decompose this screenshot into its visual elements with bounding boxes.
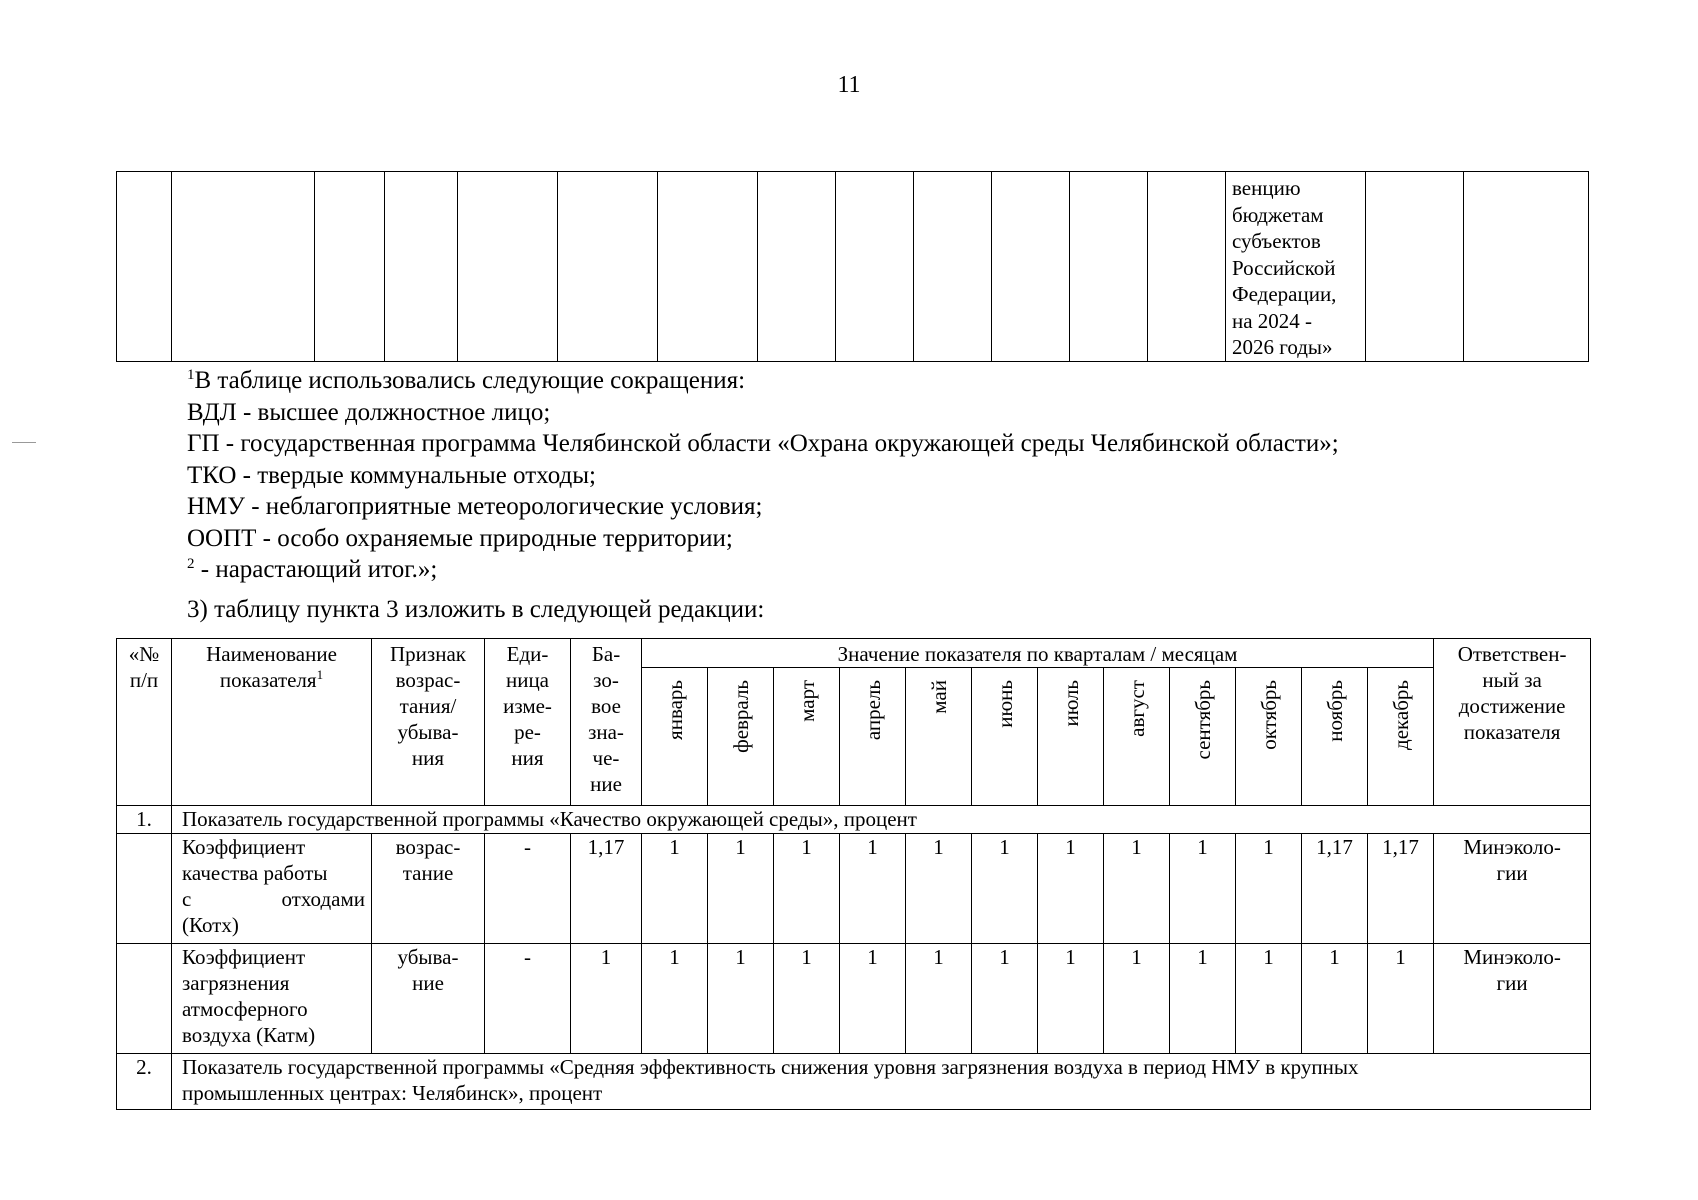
indicator-sign [372, 834, 485, 944]
month-label: август [1124, 680, 1149, 737]
name-line: Коэффициент [182, 945, 306, 969]
header-line: «№ [128, 642, 160, 666]
month-label: сентябрь [1190, 680, 1215, 760]
instruction-text: 3) таблицу пункта 3 изложить в следующей редакции: [187, 596, 765, 623]
table-row [117, 944, 1591, 1054]
month-value: 1 [774, 944, 840, 1054]
month-value: 1,17 [1302, 834, 1368, 944]
header-line: Ба- [591, 642, 621, 666]
empty-cell [558, 172, 658, 362]
header-name [172, 639, 372, 806]
month-value: 1 [906, 834, 972, 944]
empty-cell [117, 172, 172, 362]
tail-line: бюджетам [1232, 202, 1324, 227]
abbreviation-item: ГП - государственная программа Челябинской области «Охрана окружающей среды Челябинской области»; [187, 430, 1339, 457]
header-unit [485, 639, 571, 806]
table-row [117, 834, 1591, 944]
header-month [1104, 668, 1170, 806]
responsible-body [1434, 944, 1591, 1054]
empty-cell [172, 172, 315, 362]
row-number-cell [117, 834, 172, 944]
header-month [1038, 668, 1104, 806]
section-row [117, 1054, 1591, 1110]
sign-line: ние [412, 971, 444, 995]
month-value: 1 [642, 944, 708, 1054]
month-label: декабрь [1388, 680, 1413, 750]
sign-line: тание [402, 861, 454, 885]
month-label: июль [1058, 680, 1083, 727]
header-month [642, 668, 708, 806]
header-line: достижение [1458, 694, 1566, 718]
header-num [117, 639, 172, 806]
section-title [172, 1054, 1591, 1110]
header-month [1302, 668, 1368, 806]
header-month [906, 668, 972, 806]
footnote-mark: 2 [187, 556, 195, 572]
header-line: зо- [593, 668, 619, 692]
month-value: 1 [840, 834, 906, 944]
responsible-line: Минэколо- [1463, 945, 1561, 969]
header-responsible [1434, 639, 1591, 806]
month-value: 1 [1038, 944, 1104, 1054]
header-line: возрас- [395, 668, 461, 692]
month-value: 1 [1038, 834, 1104, 944]
month-label: январь [662, 680, 687, 740]
header-line: показателя [1463, 720, 1561, 744]
header-line: Наименование [206, 642, 337, 666]
empty-cell [992, 172, 1070, 362]
month-label: апрель [860, 680, 885, 741]
tail-line: венцию [1232, 176, 1301, 200]
header-line: изме- [503, 694, 552, 718]
header-month [972, 668, 1038, 806]
month-value: 1 [1170, 944, 1236, 1054]
empty-cell [385, 172, 458, 362]
tail-line: на 2024 - [1232, 308, 1313, 333]
header-line: Ответствен- [1457, 642, 1567, 666]
header-values-group: Значение показателя по кварталам / месяцам [642, 639, 1434, 668]
indicator-sign [372, 944, 485, 1054]
tail-line: Российской [1232, 255, 1336, 280]
name-line: (Котх) [182, 913, 239, 937]
abbreviation-item: ООПТ - особо охраняемые природные территории; [187, 524, 733, 552]
tail-line: 2026 годы» [1232, 335, 1333, 359]
month-label: март [794, 680, 819, 722]
sign-line: убыва- [397, 945, 459, 969]
header-month [1236, 668, 1302, 806]
header-line: тания/ [399, 694, 457, 718]
section-number: 2. [117, 1054, 172, 1110]
footnote-mark: 1 [187, 367, 195, 383]
footnote-intro: В таблице использовались следующие сокращения: [194, 367, 746, 394]
footnotes [187, 365, 1339, 586]
empty-cell [758, 172, 836, 362]
indicator-unit: - [485, 944, 571, 1054]
sign-line: возрас- [395, 835, 461, 859]
month-label: май [926, 680, 951, 714]
continued-text-cell [1226, 172, 1366, 362]
header-line: ния [511, 746, 544, 770]
empty-cell [914, 172, 992, 362]
section-title-line: промышленных центрах: Челябинск», процент [182, 1081, 603, 1105]
header-month [1170, 668, 1236, 806]
empty-cell [1464, 172, 1589, 362]
header-line: зна- [588, 720, 624, 744]
header-line: че- [592, 746, 620, 770]
month-value: 1 [1302, 944, 1368, 1054]
empty-cell [1366, 172, 1464, 362]
month-value: 1 [972, 834, 1038, 944]
header-line [172, 667, 371, 693]
month-label: ноябрь [1322, 680, 1347, 742]
month-value: 1 [1236, 834, 1302, 944]
header-month [840, 668, 906, 806]
footnote-2 [187, 554, 1339, 586]
indicator-name [172, 834, 372, 944]
responsible-line: гии [1496, 971, 1528, 995]
row-number-cell [117, 944, 172, 1054]
header-line: ния [411, 746, 445, 770]
month-value: 1 [1368, 944, 1434, 1054]
indicator-base-value: 1,17 [571, 834, 642, 944]
header-line: Еди- [506, 642, 549, 666]
header-line: ре- [514, 720, 541, 744]
responsible-line: гии [1496, 861, 1528, 885]
footnote-1 [187, 365, 1339, 397]
month-value: 1 [1104, 834, 1170, 944]
header-line: п/п [129, 668, 159, 692]
section-number: 1. [117, 806, 172, 834]
empty-cell [458, 172, 558, 362]
name-line [182, 886, 365, 912]
responsible-line: Минэколо- [1463, 835, 1561, 859]
header-sign [372, 639, 485, 806]
header-line: ница [505, 668, 550, 692]
header-month [774, 668, 840, 806]
header-month [1368, 668, 1434, 806]
header-line: Признак [390, 642, 466, 666]
empty-cell [315, 172, 385, 362]
section-title: Показатель государственной программы «Качество окружающей среды», процент [172, 806, 1591, 834]
month-value: 1 [708, 834, 774, 944]
margin-mark [12, 442, 36, 443]
month-value: 1 [840, 944, 906, 1054]
header-line-text: показателя [219, 668, 317, 692]
footnote-text: - нарастающий итог.»; [194, 556, 438, 583]
indicator-unit: - [485, 834, 571, 944]
month-value: 1 [1170, 834, 1236, 944]
month-value: 1 [774, 834, 840, 944]
continuation-table [116, 171, 1589, 362]
header-line: вое [591, 694, 621, 718]
month-value: 1 [1104, 944, 1170, 1054]
section-title-line: Показатель государственной программы «Средняя эффективность снижения уровня загрязнения воздуха в период НМУ в крупных [182, 1055, 1359, 1079]
empty-cell [1070, 172, 1148, 362]
header-row [117, 639, 1591, 668]
month-value: 1 [1236, 944, 1302, 1054]
empty-cell [836, 172, 914, 362]
empty-cell [658, 172, 758, 362]
month-value: 1 [642, 834, 708, 944]
header-line: ние [590, 772, 622, 796]
month-label: февраль [728, 680, 753, 753]
month-label: июнь [992, 680, 1017, 728]
header-line: ный за [1482, 668, 1542, 692]
page-number: 11 [837, 72, 861, 98]
responsible-body [1434, 834, 1591, 944]
header-month [708, 668, 774, 806]
abbreviation-item: НМУ - неблагоприятные метеорологические условия; [187, 493, 763, 520]
name-line: атмосферного [182, 997, 308, 1021]
name-line: Коэффициент [182, 835, 306, 859]
name-line: загрязнения [182, 971, 290, 995]
indicators-table [116, 638, 1591, 1110]
tail-line: Федерации, [1232, 282, 1337, 306]
tail-line: субъектов [1232, 229, 1321, 253]
name-line-text: с отходами [182, 887, 365, 911]
footnote-mark: 1 [316, 667, 324, 682]
name-line: воздуха (Катм) [182, 1023, 316, 1047]
continuation-row [117, 172, 1589, 362]
section-row [117, 806, 1591, 834]
header-base [571, 639, 642, 806]
month-label: октябрь [1256, 680, 1281, 750]
indicator-name [172, 944, 372, 1054]
name-line: качества работы [182, 861, 328, 885]
month-value: 1,17 [1368, 834, 1434, 944]
indicator-base-value: 1 [571, 944, 642, 1054]
abbreviation-item: ТКО - твердые коммунальные отходы; [187, 461, 596, 489]
month-value: 1 [708, 944, 774, 1054]
abbreviation-item: ВДЛ - высшее должностное лицо; [187, 398, 551, 426]
month-value: 1 [972, 944, 1038, 1054]
header-line: убыва- [397, 720, 459, 744]
empty-cell [1148, 172, 1226, 362]
month-value: 1 [906, 944, 972, 1054]
